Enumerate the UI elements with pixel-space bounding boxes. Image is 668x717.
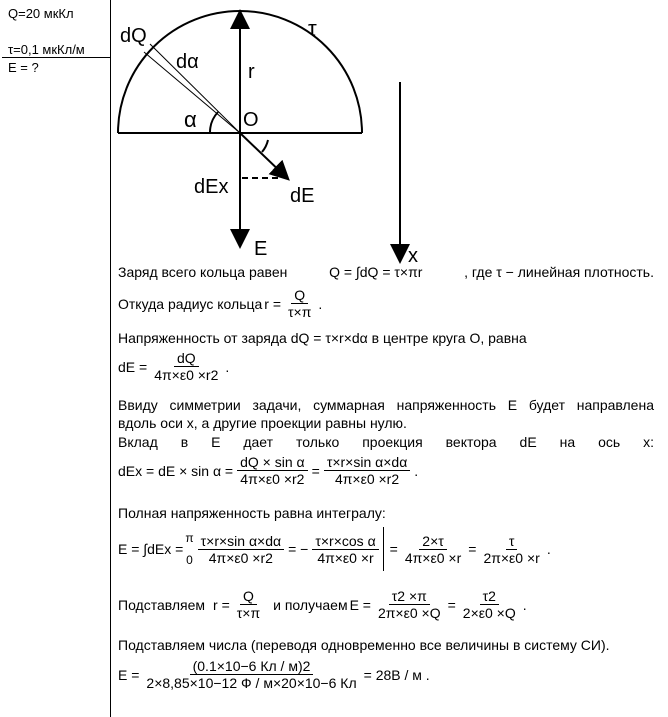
label-r: r — [248, 61, 255, 83]
given-vertical-line — [110, 0, 111, 717]
text-ring-charge-b: , где τ − линейная плотность. — [464, 264, 654, 280]
para-projection: Вклад в E дает только проекция вектора dE на ось x: — [118, 434, 654, 450]
label-dE: dE — [290, 185, 315, 207]
formula-ring-charge: Q = ∫dQ = τ×πr — [329, 264, 423, 280]
text-ring-charge-a: Заряд всего кольца равен — [118, 264, 288, 280]
dEx-fraction-1: $\frac{\text{dQ × sin α}}{4\pi\times\varepsilon 0 \times r2}$ — [237, 454, 308, 487]
para-numbers: Подставляем числа (переводя одновременно все величины в систему СИ). — [118, 637, 610, 653]
formula-substitution: Подставляем r = $\frac{Q}{\tau\times\pi}$ и получаем E = $\frac{\tau 2 \times\pi}{2\pi\times\varepsilon 0 \times Q}$ = $\frac{\tau 2}{2\times\varepsilon 0 \times Q}$ . — [118, 588, 527, 621]
label-tau: τ — [308, 16, 317, 41]
label-dEx: dEx — [194, 176, 229, 198]
para-field-from-charge: Напряженность от заряда dQ = τ×r×dα в центре круга O, равна — [118, 330, 527, 346]
eval-bar — [383, 527, 384, 571]
para-ring-charge — [118, 264, 654, 280]
label-O: O — [243, 109, 259, 131]
vector-dE — [240, 133, 287, 178]
label-E: E — [254, 238, 268, 260]
label-alpha: α — [184, 107, 197, 132]
dEx-fraction-2: $\frac{\text{τ×r×sin α×dα}}{4\pi\times\varepsilon 0 \times r2}$ — [324, 454, 410, 487]
given-divider — [2, 57, 110, 58]
alpha-arc — [210, 112, 218, 133]
para-symmetry-2: вдоль оси x, а другие проекции равны нулю. — [118, 415, 407, 431]
para-symmetry-1: Ввиду симметрии задачи, суммарная напряженность E будет направлена — [118, 397, 654, 413]
label-dQ: dQ — [120, 25, 147, 47]
radius-lhs: r = — [264, 295, 282, 312]
angle-mark-dE — [262, 140, 268, 152]
formula-integral: E = ∫dEx = π 0 $\frac{\text{τ×r×sin α×dα}}{4\pi\times\varepsilon 0 \times r2}$ = − $\frac{\text{τ×r×cos α}}{4\pi\times\varepsilon 0 \times r}$ = $\frac{2\times\tau}{4\pi\times\varepsilon 0 \times r}$ = $\frac{\tau}{2\pi\times\varepsilon 0 \times r}$ . — [118, 527, 551, 571]
given-linear-density: τ=0,1 мкКл/м — [8, 42, 85, 57]
label-x: x — [408, 245, 418, 265]
radius-fraction: $\frac{Q}{\tau\times\pi}$ — [288, 287, 312, 320]
integral-limits: π 0 — [185, 531, 194, 567]
text-radius: Откуда радиус кольца — [118, 295, 263, 312]
find-field: E = ? — [8, 60, 39, 75]
final-fraction: $\frac{(0.1\times 10-6 Кл / м)2}{2\times 8,85\times 10-12 Ф / м\times 20\times 10-6 Кл}$ — [146, 658, 357, 691]
formula-dEx: dEx = dE × sin α = $\frac{\text{dQ × sin α}}{4\pi\times\varepsilon 0 \times r2}$ = $\frac{\text{τ×r×sin α×dα}}{4\pi\times\varepsilon 0 \times r2}$ . — [118, 454, 419, 487]
semicircle-figure — [112, 0, 532, 265]
dE-fraction: $\frac{dQ}{4\pi\times\varepsilon 0 \times r2}$ — [154, 350, 219, 383]
para-radius: Откуда радиус кольца r = $\frac{Q}{\tau\times\pi}$ . — [118, 287, 323, 320]
formula-final: E = $\frac{(0.1\times 10-6 Кл / м)2}{2\times 8,85\times 10-12 Ф / м\times 20\times 10-6 Кл}$ = 28В / м . — [118, 658, 430, 691]
formula-dE: dE = $\frac{dQ}{4\pi\times\varepsilon 0 \times r2}$ . — [118, 350, 230, 383]
label-dalpha: dα — [176, 51, 199, 73]
given-charge: Q=20 мкКл — [8, 6, 74, 21]
para-integral: Полная напряженность равна интегралу: — [118, 505, 386, 521]
